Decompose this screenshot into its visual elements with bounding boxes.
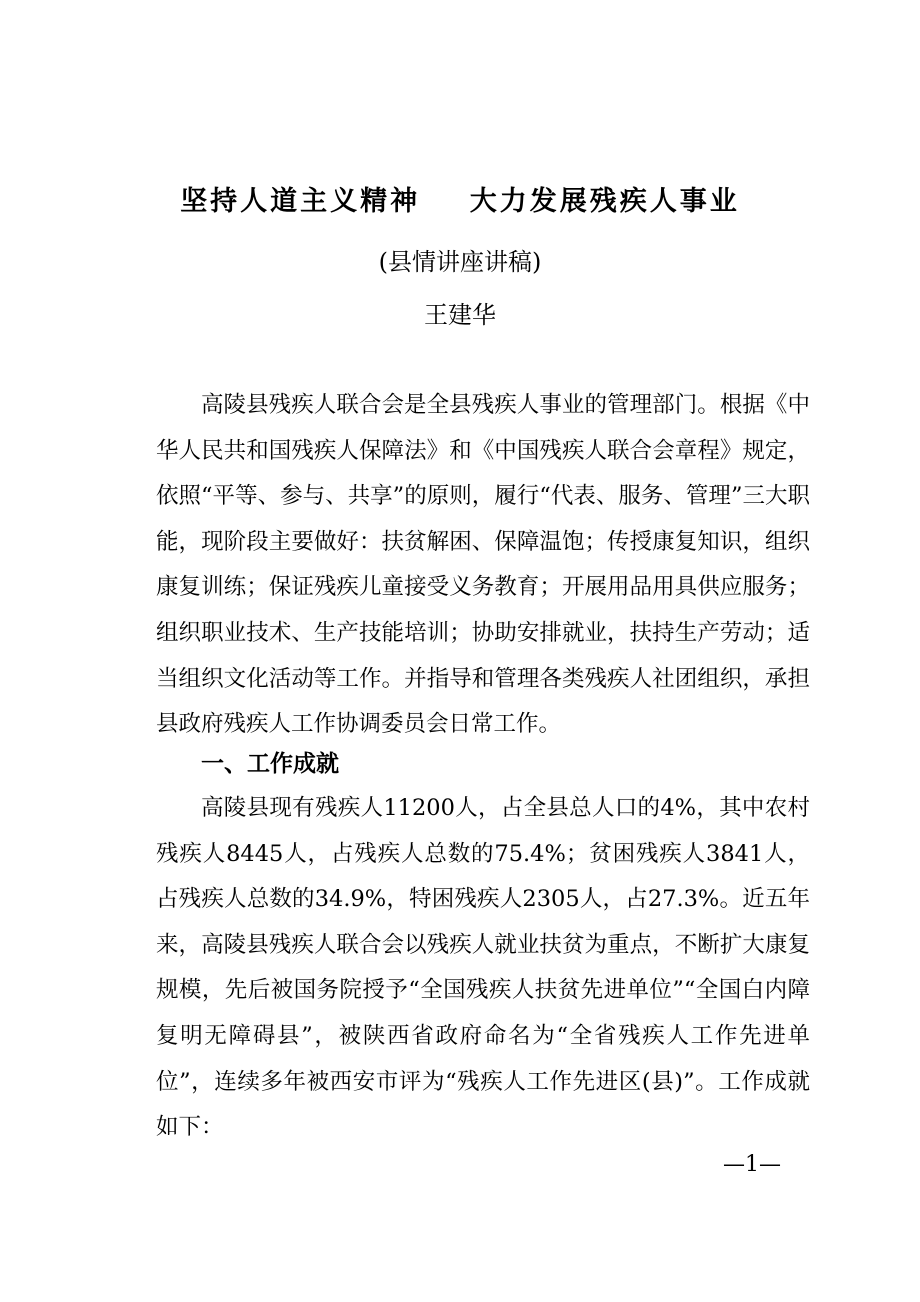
achievements-paragraph: 高陵县现有残疾人11200人，占全县总人口的4%，其中农村残疾人8445人，占残疾人总数的75.4%；贫困残疾人3841人，占残疾人总数的34.9%，特困残疾人2305人，占27.3%。近五年来，高陵县残疾人联合会以残疾人就业扶贫为重点，不断扩大康复规模，先后被国务院授予“全国残疾人扶贫先进单位”“全国白内障复明无障碍县”，被陕西省政府命名为“全省残疾人工作先进单位”，连续多年被西安市评为“残疾人工作先进区(县)”。工作成就如下： <box>156 795 810 1141</box>
page-title: 坚持人道主义精神 大力发展残疾人事业 <box>180 186 740 217</box>
subtitle: (县情讲座讲稿) <box>378 248 542 276</box>
page-number: —1— <box>723 1152 781 1177</box>
intro-paragraph: 高陵县残疾人联合会是全县残疾人事业的管理部门。根据《中华人民共和国残疾人保障法》和《中国残疾人联合会章程》规定，依照“平等、参与、共享”的原则，履行“代表、服务、管理”三大职能，现阶段主要做好：扶贫解困、保障温饱；传授康复知识，组织康复训练；保证残疾儿童接受义务教育；开展用品用具供应服务；组织职业技术、生产技能培训；协助安排就业，扶持生产劳动；适当组织文化活动等工作。并指导和管理各类残疾人社团组织，承担县政府残疾人工作协调委员会日常工作。 <box>156 392 810 738</box>
section-heading: 一、工作成就 <box>201 751 339 777</box>
author-name: 王建华 <box>424 301 496 329</box>
